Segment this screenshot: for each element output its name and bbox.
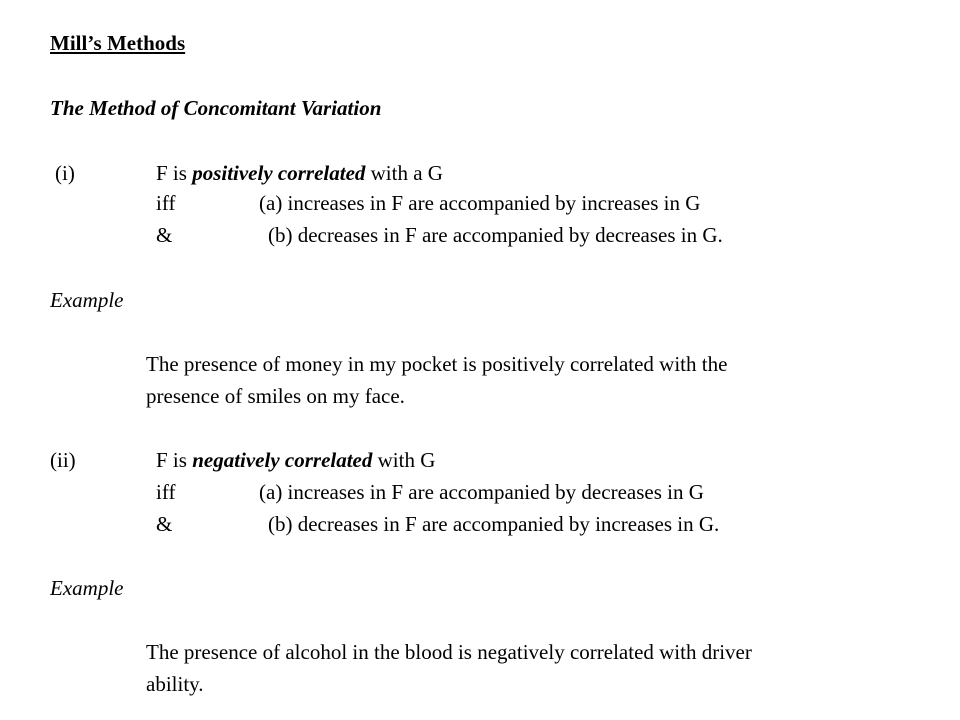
condition-connector: & bbox=[156, 512, 173, 536]
example-line: presence of smiles on my face. bbox=[146, 384, 405, 408]
condition-text: (b) decreases in F are accompanied by increases in G. bbox=[268, 512, 720, 536]
example-label: Example bbox=[50, 576, 124, 600]
page-title: Mill’s Methods bbox=[50, 31, 186, 55]
condition-text: (a) increases in F are accompanied by increases in G bbox=[259, 191, 701, 215]
condition-connector: & bbox=[156, 223, 173, 247]
condition-text: (a) increases in F are accompanied by decreases in G bbox=[259, 480, 704, 504]
example-label: Example bbox=[50, 288, 124, 312]
example-line: ability. bbox=[146, 672, 204, 696]
condition-connector: iff bbox=[156, 191, 176, 215]
section-number: (i) bbox=[55, 161, 75, 185]
page-subtitle: The Method of Concomitant Variation bbox=[50, 96, 382, 120]
statement-pre: F is bbox=[156, 161, 193, 185]
statement-post: with a G bbox=[365, 161, 443, 185]
definition-statement bbox=[156, 446, 435, 474]
statement-emphasis: positively correlated bbox=[192, 161, 366, 185]
statement-emphasis: negatively correlated bbox=[192, 448, 373, 472]
definition-statement bbox=[156, 159, 443, 187]
example-line: The presence of money in my pocket is positively correlated with the bbox=[146, 352, 728, 376]
condition-text: (b) decreases in F are accompanied by decreases in G. bbox=[268, 223, 723, 247]
example-line: The presence of alcohol in the blood is negatively correlated with driver bbox=[146, 640, 752, 664]
section-number: (ii) bbox=[50, 448, 76, 472]
condition-connector: iff bbox=[156, 480, 176, 504]
statement-pre: F is bbox=[156, 448, 193, 472]
statement-post: with G bbox=[372, 448, 436, 472]
